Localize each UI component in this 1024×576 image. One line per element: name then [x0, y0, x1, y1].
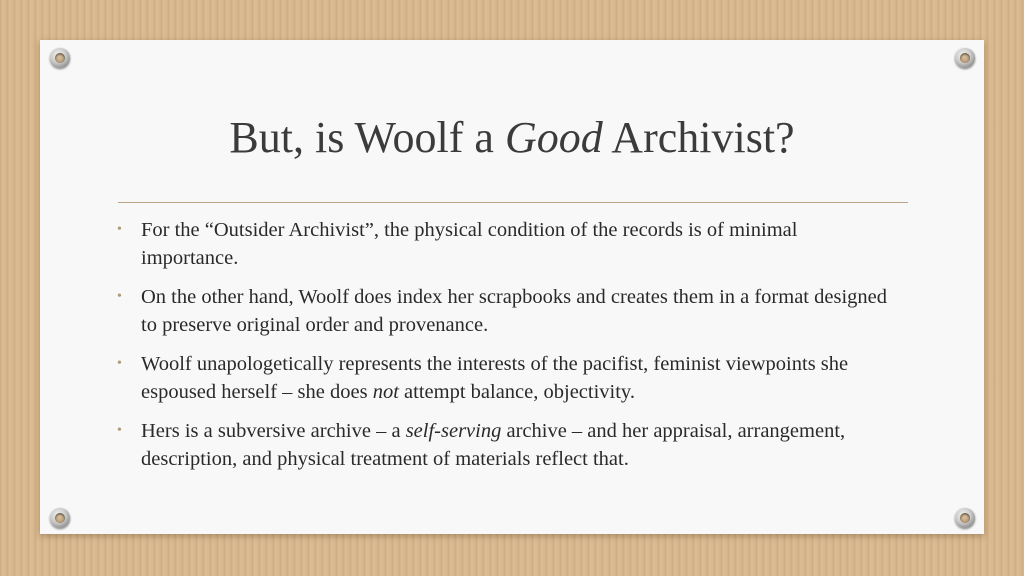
bullet-text-after: archive – and her appraisal, arrangement, description, and physical treatment of materials reflect that.	[141, 420, 846, 470]
title-divider	[118, 202, 908, 203]
title-part-2: Archivist?	[602, 113, 795, 162]
bullet-item	[117, 417, 897, 473]
bullet-text-before: Hers is a subversive archive – a	[141, 420, 406, 442]
bullet-text-italic: not	[372, 381, 399, 403]
bullet-text-after: attempt balance, objectivity.	[398, 381, 635, 403]
bullet-text: On the other hand, Woolf does index her scrapbooks and creates them in a format designed to preserve original order and provenance.	[141, 286, 887, 336]
bullet-icon: •	[117, 222, 122, 237]
title-italic: Good	[504, 113, 603, 162]
bullet-item	[117, 350, 897, 406]
grommet-icon	[955, 508, 975, 528]
title-part-1: But, is Woolf a	[229, 113, 505, 162]
slide-title	[0, 112, 1024, 164]
bullet-text-italic: self-serving	[405, 420, 502, 442]
bullet-text-before: Woolf unapologetically represents the interests of the pacifist, feminist viewpoints she espoused herself – she does	[141, 353, 849, 403]
bullet-list	[117, 216, 897, 484]
bullet-icon: •	[117, 356, 122, 371]
grommet-icon	[50, 508, 70, 528]
bullet-text: For the “Outsider Archivist”, the physical condition of the records is of minimal importance.	[141, 219, 798, 269]
bullet-item	[117, 216, 897, 272]
grommet-icon	[955, 48, 975, 68]
bullet-item	[117, 283, 897, 339]
bullet-icon: •	[117, 289, 122, 304]
grommet-icon	[50, 48, 70, 68]
bullet-icon: •	[117, 423, 122, 438]
